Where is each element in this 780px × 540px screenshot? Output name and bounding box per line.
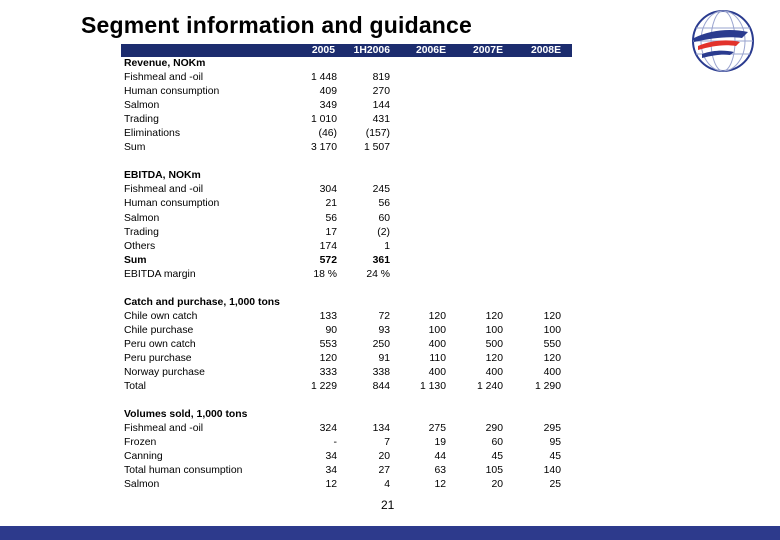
table-row bbox=[121, 478, 572, 492]
value-cell: 400 bbox=[428, 338, 446, 350]
value-cell bbox=[503, 127, 561, 141]
table-row bbox=[121, 310, 572, 324]
value-cell: 140 bbox=[543, 465, 561, 477]
value-cell: 60 bbox=[378, 212, 390, 224]
value-cell: 431 bbox=[372, 114, 390, 126]
table-header bbox=[121, 44, 572, 57]
value-cell: 72 bbox=[378, 310, 390, 322]
value-cell bbox=[503, 240, 561, 254]
value-cell: 91 bbox=[378, 352, 390, 364]
value-cell bbox=[390, 113, 446, 127]
value-cell: 1 507 bbox=[363, 142, 390, 154]
value-cell: 45 bbox=[491, 451, 503, 463]
value-cell: 275 bbox=[428, 423, 446, 435]
value-cell bbox=[390, 212, 446, 226]
table-row bbox=[121, 85, 572, 99]
table-row bbox=[121, 226, 572, 240]
table-row bbox=[121, 141, 572, 155]
value-cell: 18 % bbox=[313, 268, 337, 280]
column-header: 2005 bbox=[311, 45, 335, 56]
value-cell: 174 bbox=[319, 240, 337, 252]
value-cell: 34 bbox=[325, 451, 337, 463]
value-cell: 45 bbox=[549, 451, 561, 463]
table-row bbox=[121, 212, 572, 226]
value-cell: 12 bbox=[434, 479, 446, 491]
value-cell: 20 bbox=[491, 479, 503, 491]
value-cell: 553 bbox=[319, 338, 337, 350]
table-row bbox=[121, 183, 572, 197]
table-row bbox=[121, 338, 572, 352]
value-cell bbox=[503, 268, 561, 282]
value-cell: 56 bbox=[378, 198, 390, 210]
table-row bbox=[121, 99, 572, 113]
value-cell bbox=[390, 71, 446, 85]
row-label: Total human consumption bbox=[124, 465, 243, 477]
value-cell: 63 bbox=[434, 465, 446, 477]
value-cell: 25 bbox=[549, 479, 561, 491]
section-title-label: Volumes sold, 1,000 tons bbox=[124, 409, 248, 421]
value-cell: 110 bbox=[429, 352, 446, 364]
value-cell bbox=[390, 141, 446, 155]
section-spacer bbox=[121, 155, 572, 169]
value-cell: 133 bbox=[319, 310, 337, 322]
value-cell: 56 bbox=[325, 212, 337, 224]
value-cell: 100 bbox=[543, 324, 561, 336]
table-row bbox=[121, 240, 572, 254]
value-cell: 819 bbox=[372, 72, 390, 84]
table-row bbox=[121, 464, 572, 478]
value-cell: 19 bbox=[434, 437, 446, 449]
value-cell bbox=[446, 226, 503, 240]
section-spacer bbox=[121, 394, 572, 408]
row-label: Trading bbox=[124, 114, 159, 126]
value-cell: 1 bbox=[384, 240, 390, 252]
value-cell bbox=[503, 212, 561, 226]
value-cell bbox=[503, 99, 561, 113]
value-cell: (46) bbox=[318, 128, 337, 140]
segment-table bbox=[121, 44, 572, 492]
section-title bbox=[121, 169, 572, 183]
value-cell bbox=[503, 254, 561, 268]
value-cell: 500 bbox=[485, 338, 503, 350]
value-cell bbox=[446, 212, 503, 226]
value-cell bbox=[390, 99, 446, 113]
value-cell: 1 010 bbox=[310, 114, 337, 126]
section-title bbox=[121, 57, 572, 71]
table-row bbox=[121, 450, 572, 464]
value-cell: 1 240 bbox=[476, 381, 503, 393]
row-label: Fishmeal and -oil bbox=[124, 423, 204, 435]
row-label: Human consumption bbox=[124, 86, 220, 98]
value-cell: 12 bbox=[325, 479, 337, 491]
row-label: Salmon bbox=[124, 100, 160, 112]
value-cell: 120 bbox=[428, 310, 446, 322]
value-cell: 1 448 bbox=[310, 72, 337, 84]
value-cell: 100 bbox=[485, 324, 503, 336]
value-cell: 3 170 bbox=[310, 142, 337, 154]
value-cell bbox=[390, 183, 446, 197]
value-cell: 400 bbox=[485, 367, 503, 379]
value-cell: 572 bbox=[319, 254, 337, 266]
section-title bbox=[121, 296, 572, 310]
row-label: EBITDA margin bbox=[124, 268, 196, 280]
header-label-cell bbox=[121, 44, 297, 57]
value-cell: 550 bbox=[543, 338, 561, 350]
value-cell: 333 bbox=[319, 367, 337, 379]
value-cell: 95 bbox=[549, 437, 561, 449]
row-label: Trading bbox=[124, 226, 159, 238]
value-cell bbox=[390, 226, 446, 240]
value-cell bbox=[446, 99, 503, 113]
value-cell bbox=[503, 197, 561, 211]
value-cell: 21 bbox=[325, 198, 337, 210]
value-cell: 1 229 bbox=[310, 381, 337, 393]
value-cell bbox=[503, 113, 561, 127]
section-title-label: Catch and purchase, 1,000 tons bbox=[124, 296, 280, 308]
value-cell bbox=[446, 268, 503, 282]
row-label: Norway purchase bbox=[124, 367, 205, 379]
value-cell: 270 bbox=[372, 86, 390, 98]
value-cell bbox=[446, 254, 503, 268]
row-label: Chile purchase bbox=[124, 324, 194, 336]
value-cell: 295 bbox=[543, 423, 561, 435]
value-cell: 409 bbox=[319, 86, 337, 98]
value-cell bbox=[390, 197, 446, 211]
section-title-label: Revenue, NOKm bbox=[124, 58, 206, 69]
row-label: Peru purchase bbox=[124, 352, 192, 364]
table-row bbox=[121, 366, 572, 380]
value-cell bbox=[446, 240, 503, 254]
row-label: Chile own catch bbox=[124, 310, 198, 322]
value-cell: 120 bbox=[543, 352, 561, 364]
value-cell bbox=[446, 71, 503, 85]
row-label: Human consumption bbox=[124, 198, 220, 210]
row-label: Eliminations bbox=[124, 128, 181, 140]
table-row bbox=[121, 268, 572, 282]
row-label: Total bbox=[124, 381, 146, 393]
value-cell: 120 bbox=[485, 352, 503, 364]
value-cell: 120 bbox=[543, 310, 561, 322]
row-label: Sum bbox=[124, 142, 146, 154]
section-title bbox=[121, 408, 572, 422]
value-cell: 60 bbox=[491, 437, 503, 449]
value-cell: 90 bbox=[325, 324, 337, 336]
value-cell: 400 bbox=[428, 367, 446, 379]
value-cell: (2) bbox=[377, 226, 390, 238]
value-cell: 34 bbox=[325, 465, 337, 477]
table-row bbox=[121, 380, 572, 394]
value-cell: 93 bbox=[378, 324, 390, 336]
value-cell bbox=[503, 141, 561, 155]
value-cell: 1 130 bbox=[419, 381, 446, 393]
value-cell: 844 bbox=[372, 381, 390, 393]
fish-globe-logo-icon bbox=[690, 8, 756, 74]
value-cell bbox=[390, 127, 446, 141]
value-cell: (157) bbox=[365, 128, 390, 140]
value-cell: 105 bbox=[485, 465, 503, 477]
value-cell: 24 % bbox=[366, 268, 390, 280]
page-title: Segment information and guidance bbox=[81, 12, 473, 38]
value-cell: 144 bbox=[372, 100, 390, 112]
value-cell: 120 bbox=[485, 310, 503, 322]
section-spacer bbox=[121, 282, 572, 296]
row-label: Peru own catch bbox=[124, 338, 196, 350]
column-header: 1H2006 bbox=[353, 45, 390, 56]
row-label: Salmon bbox=[124, 212, 160, 224]
value-cell bbox=[390, 85, 446, 99]
table-row bbox=[121, 422, 572, 436]
value-cell: 4 bbox=[384, 479, 390, 491]
table-row bbox=[121, 197, 572, 211]
row-label: Frozen bbox=[124, 437, 157, 449]
row-label: Fishmeal and -oil bbox=[124, 184, 204, 196]
section-title-label: EBITDA, NOKm bbox=[124, 170, 201, 182]
value-cell bbox=[503, 71, 561, 85]
value-cell: 134 bbox=[372, 423, 390, 435]
value-cell: 20 bbox=[378, 451, 390, 463]
page-number: 21 bbox=[381, 498, 395, 512]
column-header: 2008E bbox=[530, 45, 561, 56]
value-cell: 400 bbox=[543, 367, 561, 379]
value-cell bbox=[446, 183, 503, 197]
table-row bbox=[121, 254, 572, 268]
value-cell bbox=[446, 127, 503, 141]
value-cell: 44 bbox=[434, 451, 446, 463]
row-label: Others bbox=[124, 240, 156, 252]
value-cell bbox=[446, 113, 503, 127]
value-cell: 245 bbox=[372, 184, 390, 196]
value-cell: 17 bbox=[325, 226, 337, 238]
value-cell: 120 bbox=[319, 352, 337, 364]
value-cell: 1 290 bbox=[534, 381, 561, 393]
column-header: 2006E bbox=[415, 45, 446, 56]
value-cell: - bbox=[333, 437, 337, 449]
value-cell bbox=[503, 85, 561, 99]
row-label: Sum bbox=[124, 254, 147, 266]
value-cell bbox=[446, 141, 503, 155]
table-row bbox=[121, 324, 572, 338]
value-cell: 338 bbox=[372, 367, 390, 379]
row-label: Fishmeal and -oil bbox=[124, 72, 204, 84]
footer-bar bbox=[0, 526, 780, 540]
value-cell: 290 bbox=[485, 423, 503, 435]
value-cell: 324 bbox=[319, 423, 337, 435]
value-cell: 349 bbox=[319, 100, 337, 112]
table-row bbox=[121, 71, 572, 85]
value-cell: 361 bbox=[372, 254, 390, 266]
row-label: Salmon bbox=[124, 479, 160, 491]
row-label: Canning bbox=[124, 451, 163, 463]
value-cell bbox=[390, 254, 446, 268]
value-cell bbox=[446, 85, 503, 99]
column-header: 2007E bbox=[472, 45, 503, 56]
value-cell bbox=[390, 268, 446, 282]
table-row bbox=[121, 436, 572, 450]
value-cell: 27 bbox=[378, 465, 390, 477]
table-row bbox=[121, 352, 572, 366]
table-row bbox=[121, 113, 572, 127]
value-cell bbox=[446, 197, 503, 211]
value-cell bbox=[390, 240, 446, 254]
value-cell: 250 bbox=[372, 338, 390, 350]
value-cell bbox=[503, 226, 561, 240]
table-row bbox=[121, 127, 572, 141]
value-cell bbox=[503, 183, 561, 197]
value-cell: 100 bbox=[428, 324, 446, 336]
value-cell: 7 bbox=[384, 437, 390, 449]
value-cell: 304 bbox=[319, 184, 337, 196]
